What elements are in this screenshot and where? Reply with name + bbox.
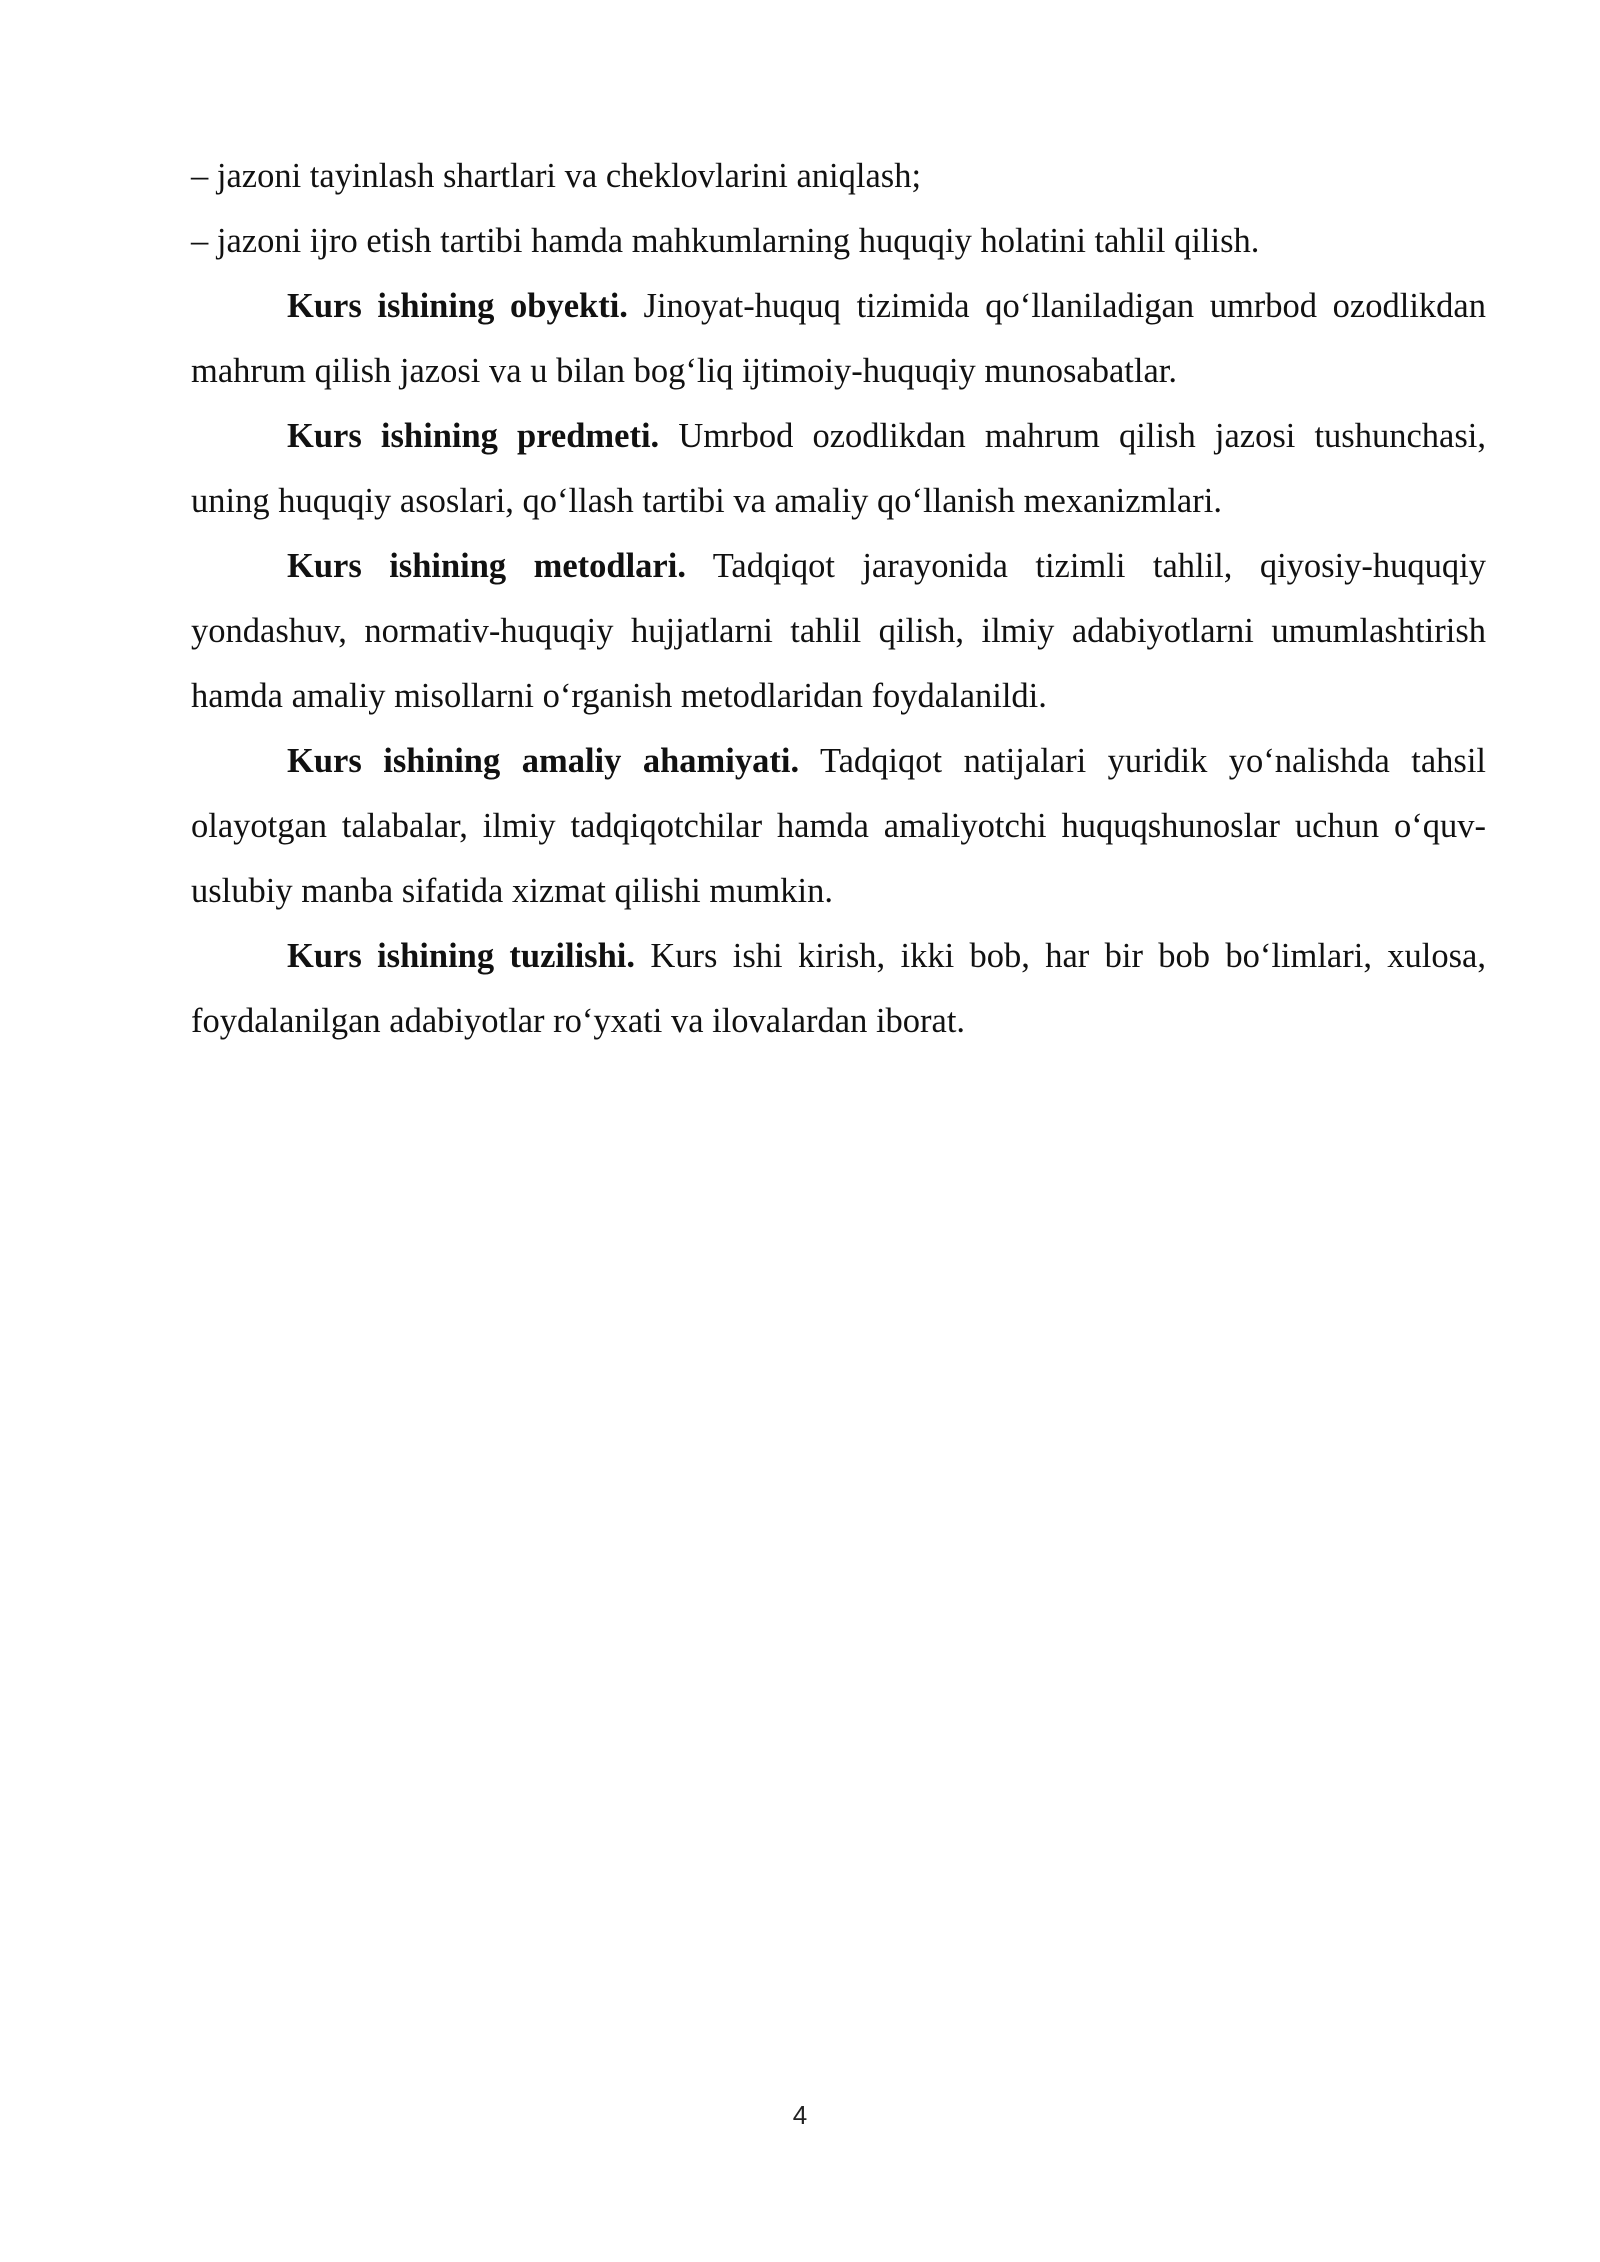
bullet-item: – jazoni tayinlash shartlari va cheklovlarini aniqlash; (191, 157, 922, 195)
page-content (191, 144, 1486, 1054)
paragraph-heading: Kurs ishining metodlari. (287, 547, 686, 585)
paragraph-heading: Kurs ishining obyekti. (287, 287, 628, 325)
paragraph-text: Tadqiqot natijalari yuridik yo‘nalishda tahsil olayotgan talabalar, ilmiy tadqiqotchilar hamda amaliyotchi huquqshunoslar uchun o‘quv-uslubiy manba sifatida xizmat qilishi mumkin. (191, 742, 1486, 910)
paragraph-text: Kurs ishi kirish, ikki bob, har bir bob bo‘limlari, xulosa, foydalanilgan adabiyotlar ro‘yxati va ilovalardan iborat. (191, 937, 1486, 1040)
paragraph-heading: Kurs ishining amaliy ahamiyati. (287, 742, 800, 780)
paragraph-text: Tadqiqot jarayonida tizimli tahlil, qiyosiy-huquqiy yondashuv, normativ-huquqiy hujjatlarni tahlil qilish, ilmiy adabiyotlarni umumlashtirish hamda amaliy misollarni o‘rganish metodlaridan foydalanildi. (191, 547, 1486, 715)
paragraph-text: Umrbod ozodlikdan mahrum qilish jazosi tushunchasi, uning huquqiy asoslari, qo‘llash tartibi va amaliy qo‘llanish mexanizmlari. (191, 417, 1486, 520)
paragraph-heading: Kurs ishining predmeti. (287, 417, 660, 455)
paragraph-subject (191, 404, 1486, 534)
paragraph-methods (191, 534, 1486, 729)
bullet-item: – jazoni ijro etish tartibi hamda mahkumlarning huquqiy holatini tahlil qilish. (191, 222, 1260, 260)
paragraph-text: Jinoyat-huquq tizimida qo‘llaniladigan umrbod ozodlikdan mahrum qilish jazosi va u bilan bog‘liq ijtimoiy-huquqiy munosabatlar. (191, 287, 1486, 390)
page-number: 4 (792, 2100, 808, 2130)
paragraph-heading: Kurs ishining tuzilishi. (287, 937, 635, 975)
paragraph-practical-significance (191, 729, 1486, 924)
paragraph-structure (191, 924, 1486, 1054)
paragraph-object (191, 274, 1486, 404)
